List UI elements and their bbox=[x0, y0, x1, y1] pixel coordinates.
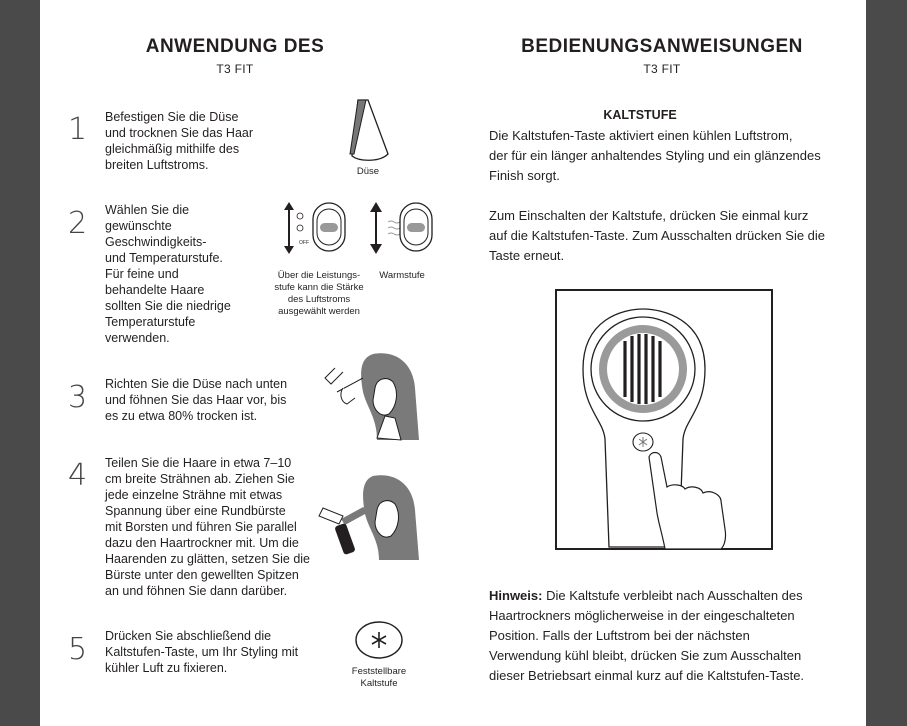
section-heading: KALTSTUFE bbox=[603, 108, 677, 122]
kaltstufe-description: Die Kaltstufen-Taste aktiviert einen kühlen Luftstrom, der für ein länger anhaltendes Styling und ein glänzendes Finish sorgt. bbox=[489, 128, 821, 183]
off-label: OFF bbox=[299, 240, 309, 246]
step-2-text: Wählen Sie die gewünschte Geschwindigkeits- und Temperaturstufe. Für feine und behandelte Haare sollten Sie die niedrige Temperaturstufe verwenden. bbox=[105, 203, 231, 345]
step-4-text: Teilen Sie die Haare in etwa 7–10 cm breite Strähnen ab. Ziehen Sie jede einzelne Strähne mit etwas Spannung über eine Rundbürste mit Borsten und führen Sie parallel dazu den Haartrockner mit. Um die Haarenden zu glätten, setzen Sie die Bürste unter den gewellten Spitzen an und föhnen Sie dann darüber. bbox=[105, 456, 310, 598]
heat-caption: Warmstufe bbox=[379, 270, 425, 281]
right-title: BEDIENUNGSANWEISUNGEN bbox=[521, 36, 803, 57]
woman-drying-hair-icon bbox=[315, 348, 425, 444]
note bbox=[489, 586, 859, 686]
step-1-text: Befestigen Sie die Düse und trocknen Sie das Haar gleichmäßig mithilfe des breiten Luftstroms. bbox=[105, 110, 254, 172]
step-1-number: 1 bbox=[68, 112, 88, 147]
speed-caption: Über die Leistungs- stufe kann die Stärke des Luftstroms ausgewählt werden bbox=[274, 270, 364, 317]
nozzle-icon bbox=[340, 96, 400, 166]
step-5-text: Drücken Sie abschließend die Kaltstufen-Taste, um Ihr Styling mit kühler Luft zu fixieren. bbox=[105, 629, 299, 675]
left-subtitle: T3 FIT bbox=[216, 62, 254, 76]
note-text: Die Kaltstufe verbleibt nach Ausschalten des Haartrockners möglicherweise in der eingeschalteten Position. Falls der Luftstrom bei der nächsten Verwendung kühl bleibt, drücken Sie zum Ausschalten dieser Betriebsart einmal kurz auf die Kaltstufen-Taste. bbox=[489, 588, 805, 683]
nozzle-caption: Düse bbox=[356, 166, 380, 177]
step-3-text: Richten Sie die Düse nach unten und föhnen Sie das Haar vor, bis es zu etwa 80% trocken ist. bbox=[105, 377, 288, 423]
left-title: ANWENDUNG DES bbox=[145, 36, 325, 57]
step-3-number: 3 bbox=[68, 380, 88, 415]
step-2-number: 2 bbox=[68, 206, 88, 241]
kaltstufe-instructions: Zum Einschalten der Kaltstufe, drücken Sie einmal kurz auf die Kaltstufen-Taste. Zum Ausschalten drücken Sie die Taste erneut. bbox=[489, 208, 826, 263]
cool-lock-caption: Feststellbare Kaltstufe bbox=[351, 666, 407, 689]
step-4-number: 4 bbox=[68, 458, 88, 493]
speed-switch-icon bbox=[283, 200, 353, 256]
heat-switch-icon bbox=[364, 200, 436, 256]
step-5-number: 5 bbox=[68, 632, 88, 667]
right-subtitle: T3 FIT bbox=[643, 62, 681, 76]
snowflake-button-icon bbox=[354, 620, 404, 664]
woman-brushing-hair-icon bbox=[313, 470, 425, 566]
manual-page bbox=[40, 0, 866, 726]
note-label: Hinweis: bbox=[489, 588, 543, 603]
hairdryer-cool-button-icon bbox=[555, 289, 773, 550]
